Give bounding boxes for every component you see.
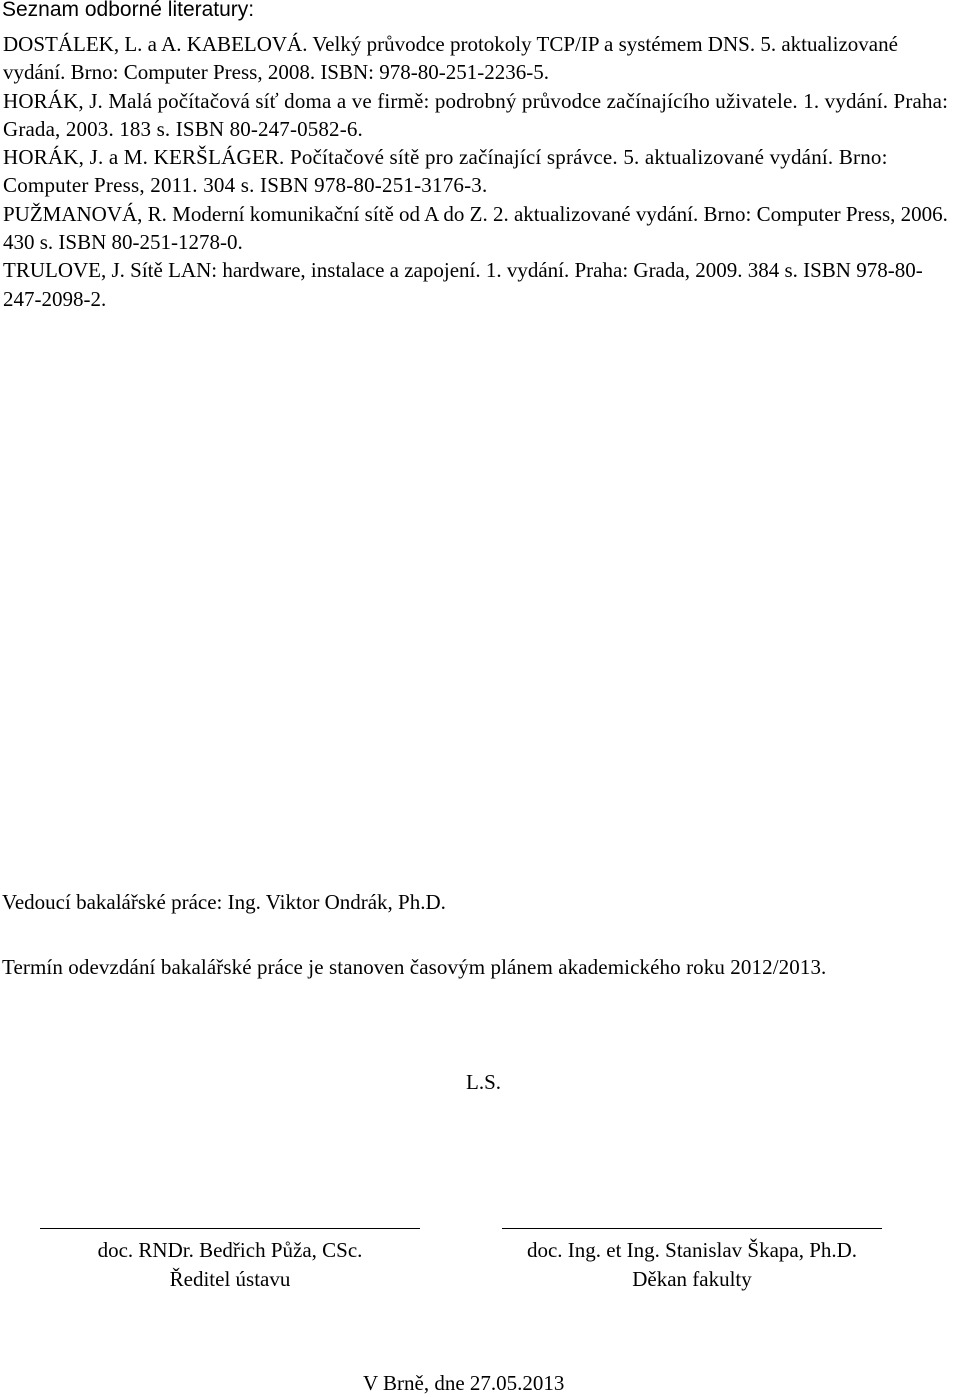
reference-item: DOSTÁLEK, L. a A. KABELOVÁ. Velký průvodce protokoly TCP/IP a systémem DNS. 5. aktualizované vydání. Brno: Computer Press, 2008. ISBN: 978-80-251-2236-5.	[3, 32, 898, 85]
signatory-name: doc. Ing. et Ing. Stanislav Škapa, Ph.D.	[526, 1238, 858, 1262]
reference-item: HORÁK, J. Malá počítačová síť doma a ve firmě: podrobný průvodce začínajícího uživatele. 1. vydání. Praha: Grada, 2003. 183 s. ISBN 80-247-0582-6.	[3, 88, 949, 141]
signature-line	[502, 1228, 882, 1229]
seal-mark: L.S.	[466, 1070, 502, 1094]
reference-list	[3, 30, 951, 313]
signature-line	[40, 1228, 420, 1229]
reference-item: PUŽMANOVÁ, R. Moderní komunikační sítě od A do Z. 2. aktualizované vydání. Brno: Computer Press, 2006. 430 s. ISBN 80-251-1278-0.	[3, 201, 948, 255]
signature-block-director	[40, 1228, 420, 1293]
signature-block-dean	[502, 1228, 882, 1293]
signatory-name: doc. RNDr. Bedřich Půža, CSc.	[97, 1238, 363, 1262]
literature-heading: Seznam odborné literatury:	[2, 0, 255, 21]
deadline-line: Termín odevzdání bakalářské práce je stanoven časovým plánem akademického roku 2012/2013.	[2, 955, 827, 979]
reference-item: TRULOVE, J. Sítě LAN: hardware, instalace a zapojení. 1. vydání. Praha: Grada, 2009. 384 s. ISBN 978-80-247-2098-2.	[3, 258, 923, 311]
supervisor-line: Vedoucí bakalářské práce: Ing. Viktor Ondrák, Ph.D.	[2, 890, 446, 914]
signatory-role: Děkan fakulty	[632, 1266, 752, 1291]
place-date-line: V Brně, dne 27.05.2013	[363, 1371, 565, 1395]
signatory-role: Ředitel ústavu	[169, 1266, 291, 1291]
reference-item: HORÁK, J. a M. KERŠLÁGER. Počítačové sítě pro začínající správce. 5. aktualizované vydání. Brno: Computer Press, 2011. 304 s. ISBN 978-80-251-3176-3.	[3, 145, 888, 198]
